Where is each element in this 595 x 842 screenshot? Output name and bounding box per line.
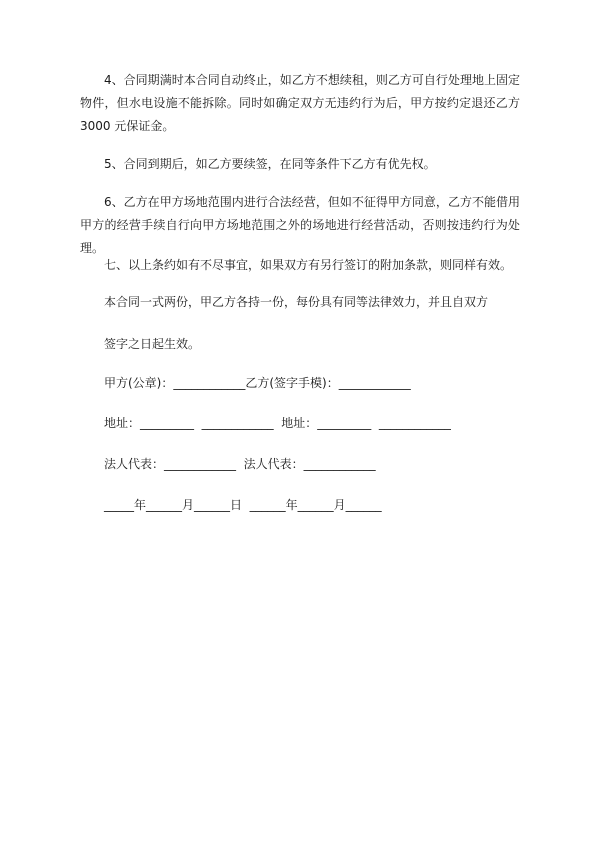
- clause-4: 4、合同期满时本合同自动终止，如乙方不想续租，则乙方可自行处理地上固定物件，但水电设施不能拆除。同时如确定双方无违约行为后，甲方按约定退还乙方 3000 元保证金。: [80, 73, 520, 133]
- copies-statement: 本合同一式两份，甲乙方各持一份，每份具有同等法律效力，并且自双方: [104, 295, 489, 309]
- clause-6: 6、乙方在甲方场地范围内进行合法经营，但如不征得甲方同意，乙方不能借用甲方的经营手续自行向甲方场地范围之外的场地进行经营活动，否则按违约行为处理。: [80, 195, 520, 255]
- effective-statement: 签字之日起生效。: [104, 337, 201, 351]
- clause-5: 5、合同到期后，如乙方要续签，在同等条件下乙方有优先权。: [104, 157, 436, 171]
- party-signature-line: 甲方(公章)：____________乙方(签字手模)：____________: [104, 376, 411, 390]
- date-line: _____年______月______日 ______年______月______: [104, 498, 382, 512]
- clause-7: 七、以上条约如有不尽事宜，如果双方有另行签订的附加条款，则同样有效。: [104, 258, 513, 272]
- legal-representative-line: 法人代表：____________ 法人代表：____________: [104, 457, 376, 471]
- address-line: 地址：_________ ____________ 地址：_________ ____________: [104, 416, 451, 430]
